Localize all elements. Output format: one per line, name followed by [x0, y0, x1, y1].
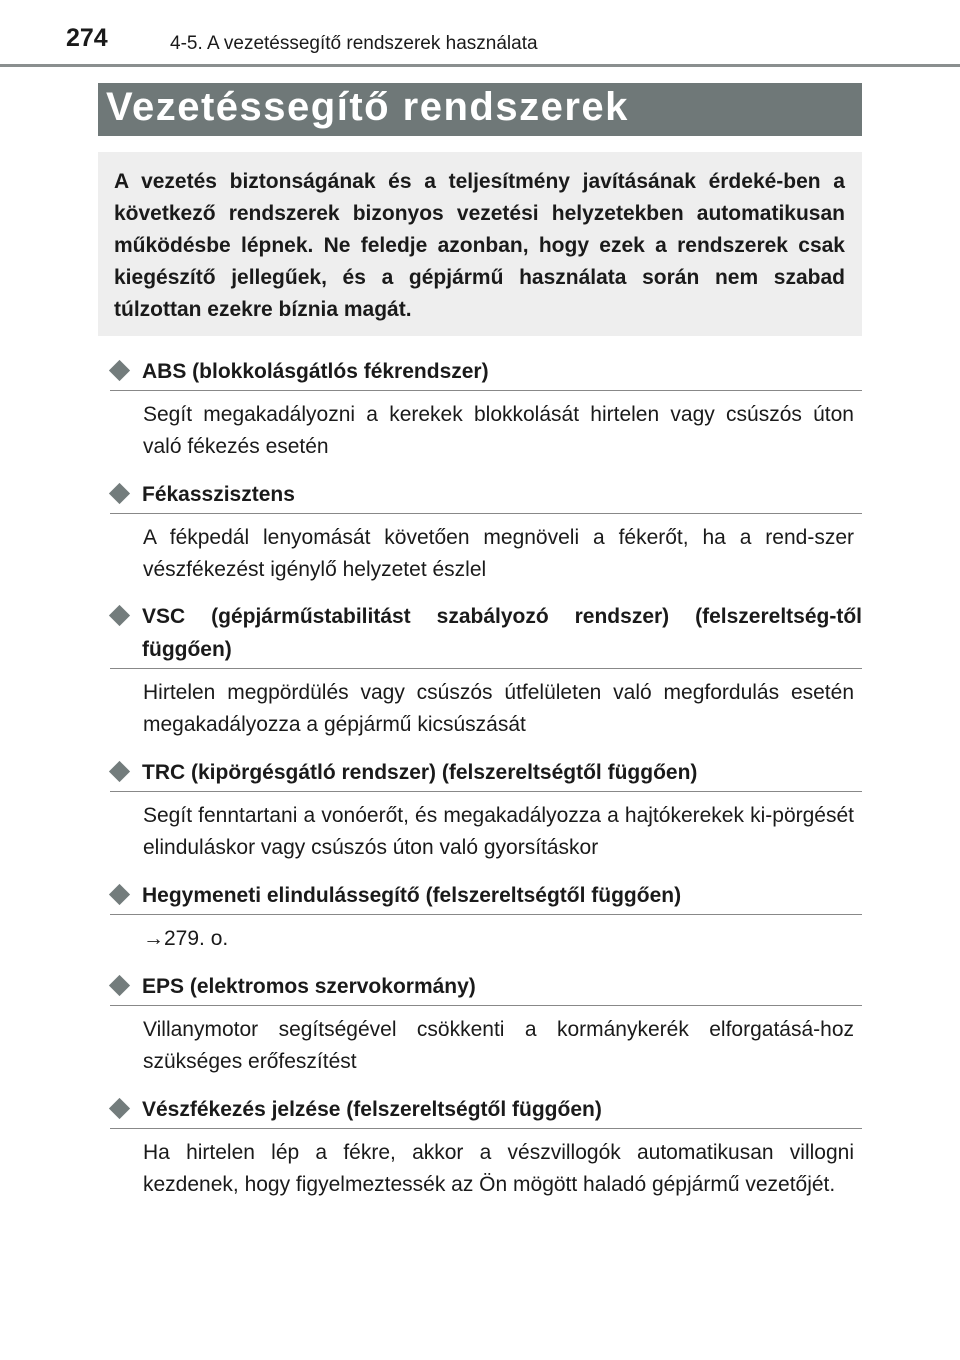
section-title-bar: [98, 83, 862, 136]
feature-heading-text: ABS (blokkolásgátlós fékrendszer): [142, 360, 489, 383]
diamond-bullet-icon: [109, 1098, 130, 1119]
diamond-bullet-icon: [109, 605, 130, 626]
diamond-bullet-icon: [109, 360, 130, 381]
feature-item-brake-assist: [110, 478, 862, 586]
feature-description: Segít megakadályozni a kerekek blokkolását hirtelen vagy csúszós úton való fékezés esetén: [143, 403, 854, 458]
feature-item-hill-start: [110, 879, 862, 955]
feature-heading-text: Fékasszisztens: [142, 483, 295, 506]
feature-description: A fékpedál lenyomását követően megnöveli a fékerőt, ha a rend-szer vészfékezést igénylő helyzetet észlel: [143, 526, 854, 581]
feature-heading: [110, 970, 862, 1006]
chapter-title: 4-5. A vezetéssegítő rendszerek használata: [170, 33, 538, 54]
diamond-bullet-icon: [109, 975, 130, 996]
feature-heading: [110, 478, 862, 514]
intro-text: A vezetés biztonságának és a teljesítmény javításának érdeké-ben a következő rendszerek bizonyos vezetési helyzetekben automatikusan működésbe lépnek. Ne feledje azonban, hogy ezek a rendszerek csak kiegészítő jellegűek, és a gépjármű használata során nem szabad túlzottan ezekre bíznia magát.: [114, 170, 845, 321]
feature-description: Ha hirtelen lép a fékre, akkor a vészvillogók automatikusan villogni kezdenek, hogy figyelmeztessék az Ön mögött haladó gépjármű vezetőjét.: [143, 1141, 854, 1196]
feature-heading: [110, 355, 862, 391]
diamond-bullet-icon: [109, 884, 130, 905]
feature-heading-text: EPS (elektromos szervokormány): [142, 975, 476, 998]
feature-item-trc: [110, 756, 862, 864]
feature-description: Segít fenntartani a vonóerőt, és megakadályozza a hajtókerekek ki-pörgését elinduláskor vagy csúszós úton való gyorsításkor: [143, 804, 854, 859]
feature-heading: [110, 1093, 862, 1129]
header-rule: [0, 64, 960, 67]
feature-description: Hirtelen megpördülés vagy csúszós útfelületen való megfordulás esetén megakadályozza a gépjármű kicsúszását: [143, 681, 854, 736]
feature-heading: [110, 600, 862, 669]
intro-box: [98, 152, 862, 336]
feature-heading: [110, 756, 862, 792]
feature-heading-text: VSC (gépjárműstabilitást szabályozó rendszer) (felszereltség-től függően): [142, 605, 862, 661]
page-reference[interactable]: →279. o.: [143, 927, 229, 950]
page-header: [0, 0, 960, 70]
feature-item-eps: [110, 970, 862, 1078]
section-title: Vezetéssegítő rendszerek: [106, 85, 629, 129]
page-number: 274: [66, 24, 108, 52]
feature-heading-text: Hegymeneti elindulássegítő (felszereltségtől függően): [142, 884, 682, 907]
diamond-bullet-icon: [109, 761, 130, 782]
feature-heading-text: TRC (kipörgésgátló rendszer) (felszereltségtől függően): [142, 761, 698, 784]
feature-heading: [110, 879, 862, 915]
feature-description: Villanymotor segítségével csökkenti a kormánykerék elforgatásá-hoz szükséges erőfeszítést: [143, 1018, 854, 1073]
feature-item-abs: [110, 355, 862, 463]
diamond-bullet-icon: [109, 483, 130, 504]
feature-item-vsc: [110, 600, 862, 741]
feature-item-emergency-brake-signal: [110, 1093, 862, 1201]
feature-heading-text: Vészfékezés jelzése (felszereltségtől függően): [142, 1098, 602, 1121]
